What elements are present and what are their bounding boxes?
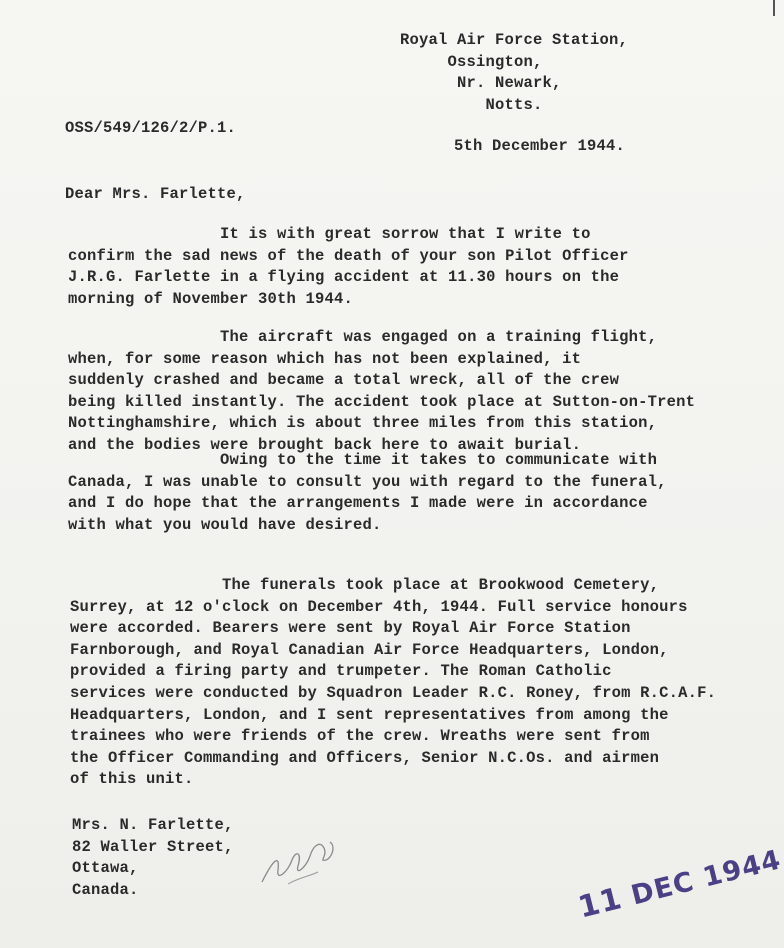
letter-date: 5th December 1944. xyxy=(454,137,626,155)
paragraph-3: Owing to the time it takes to communicate with Canada, I was unable to consult you with regard to the funeral, and I do hope that the arrangements I made were in accordance with what you would have desired. xyxy=(68,451,667,534)
sender-address: Royal Air Force Station, Ossington, Nr. Newark, Notts. xyxy=(400,31,629,114)
stamp-day: 11 xyxy=(574,881,626,926)
paragraph-1: It is with great sorrow that I write to confirm the sad news of the death of your son Pilot Officer J.R.G. Farlette in a flying accident at 11.30 hours on the morning of November 30th 1944. xyxy=(68,225,629,308)
paragraph-4: The funerals took place at Brookwood Cemetery, Surrey, at 12 o'clock on December 4th, 1944. Full service honours were accorded. Bearers were sent by Royal Air Force Station Farnborough, and Royal Canadian Air Force Headquarters, London, provided a firing party and trumpeter. The Roman Catholic services were conducted by Squadron Leader R.C. Roney, from R.C.A.F. Headquarters, London, and I sent representatives from among the trainees who were friends of the crew. Wreaths were sent from the Officer Commanding and Officers, Senior N.C.Os. and airmen of this unit. xyxy=(70,576,717,789)
reference-number: OSS/549/126/2/P.1. xyxy=(65,119,237,137)
stamp-month-year: DEC 1944 xyxy=(628,844,784,912)
handwritten-initials xyxy=(258,822,348,892)
paragraph-2: The aircraft was engaged on a training flight, when, for some reason which has not been explained, it suddenly crashed and became a total wreck, all of the crew being killed instantly. The accident took place at Sutton-on-Trent Nottinghamshire, which is about three miles from this station, and the bodies were brought back here to await burial. xyxy=(68,328,696,454)
recipient-address: Mrs. N. Farlette, 82 Waller Street, Ottawa, Canada. xyxy=(72,816,234,899)
received-date-stamp xyxy=(575,841,784,925)
salutation: Dear Mrs. Farlette, xyxy=(65,185,246,203)
paper-edge-mark xyxy=(773,0,775,16)
